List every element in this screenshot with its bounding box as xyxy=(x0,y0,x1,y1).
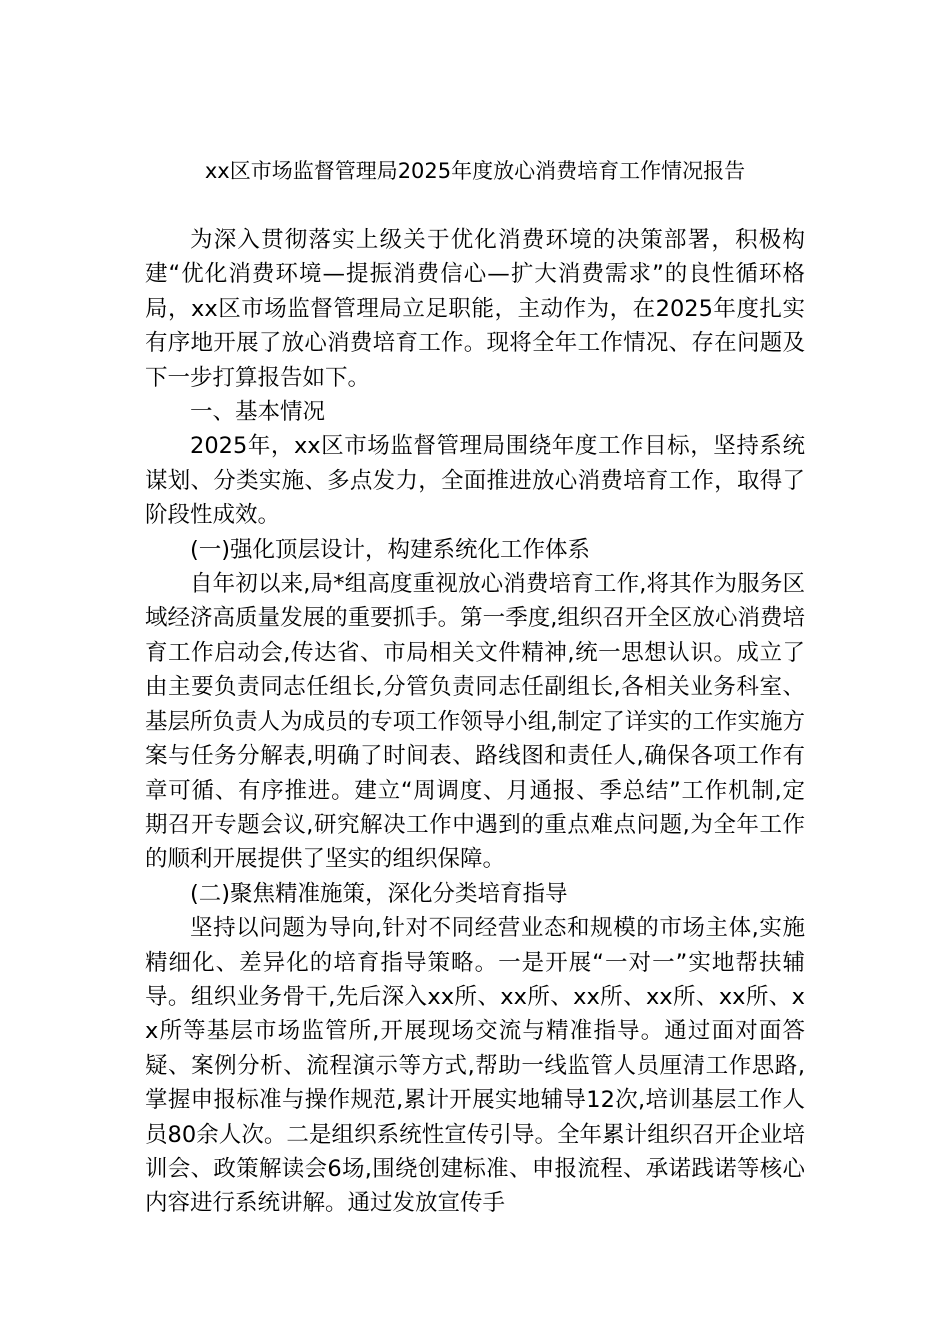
subsection-2-paragraph: 坚持以问题为导向,针对不同经营业态和规模的市场主体,实施精细化、差异化的培育指导策略。一是开展“一对一”实地帮扶辅导。组织业务骨干,先后深入xx所、xx所、xx所、xx所、xx所、xx所等基层市场监管所,开展现场交流与精准指导。通过面对面答疑、案例分析、流程演示等方式,帮助一线监管人员厘清工作思路,掌握申报标准与操作规范,累计开展实地辅导12次,培训基层工作人员80余人次。二是组织系统性宣传引导。全年累计组织召开企业培训会、政策解读会6场,围绕创建标准、申报流程、承诺践诺等核心内容进行系统讲解。通过发放宣传手 xyxy=(145,915,805,1217)
subsection-heading-1: (一)强化顶层设计，构建系统化工作体系 xyxy=(190,536,591,563)
subsection-1-paragraph: 自年初以来,局*组高度重视放心消费培育工作,将其作为服务区域经济高质量发展的重要抓手。第一季度,组织召开全区放心消费培育工作启动会,传达省、市局相关文件精神,统一思想认识。成立了由主要负责同志任组长,分管负责同志任副组长,各相关业务科室、基层所负责人为成员的专项工作领导小组,制定了详实的工作实施方案与任务分解表,明确了时间表、路线图和责任人,确保各项工作有章可循、有序推进。建立“周调度、月通报、季总结”工作机制,定期召开专题会议,研究解决工作中遇到的重点难点问题,为全年工作的顺利开展提供了坚实的组织保障。 xyxy=(145,571,805,873)
document-body xyxy=(145,223,805,1221)
basic-situation-paragraph: 2025年，xx区市场监督管理局围绕年度工作目标，坚持系统谋划、分类实施、多点发力，全面推进放心消费培育工作，取得了阶段性成效。 xyxy=(145,433,805,529)
section-heading-basic-situation: 一、基本情况 xyxy=(190,399,326,426)
intro-paragraph: 为深入贯彻落实上级关于优化消费环境的决策部署，积极构建“优化消费环境—提振消费信心—扩大消费需求”的良性循环格局，xx区市场监督管理局立足职能，主动作为，在2025年度扎实有序地开展了放心消费培育工作。现将全年工作情况、存在问题及下一步打算报告如下。 xyxy=(145,227,805,391)
document-title: xx区市场监督管理局2025年度放心消费培育工作情况报告 xyxy=(204,159,746,183)
subsection-heading-2: (二)聚焦精准施策，深化分类培育指导 xyxy=(190,880,568,907)
